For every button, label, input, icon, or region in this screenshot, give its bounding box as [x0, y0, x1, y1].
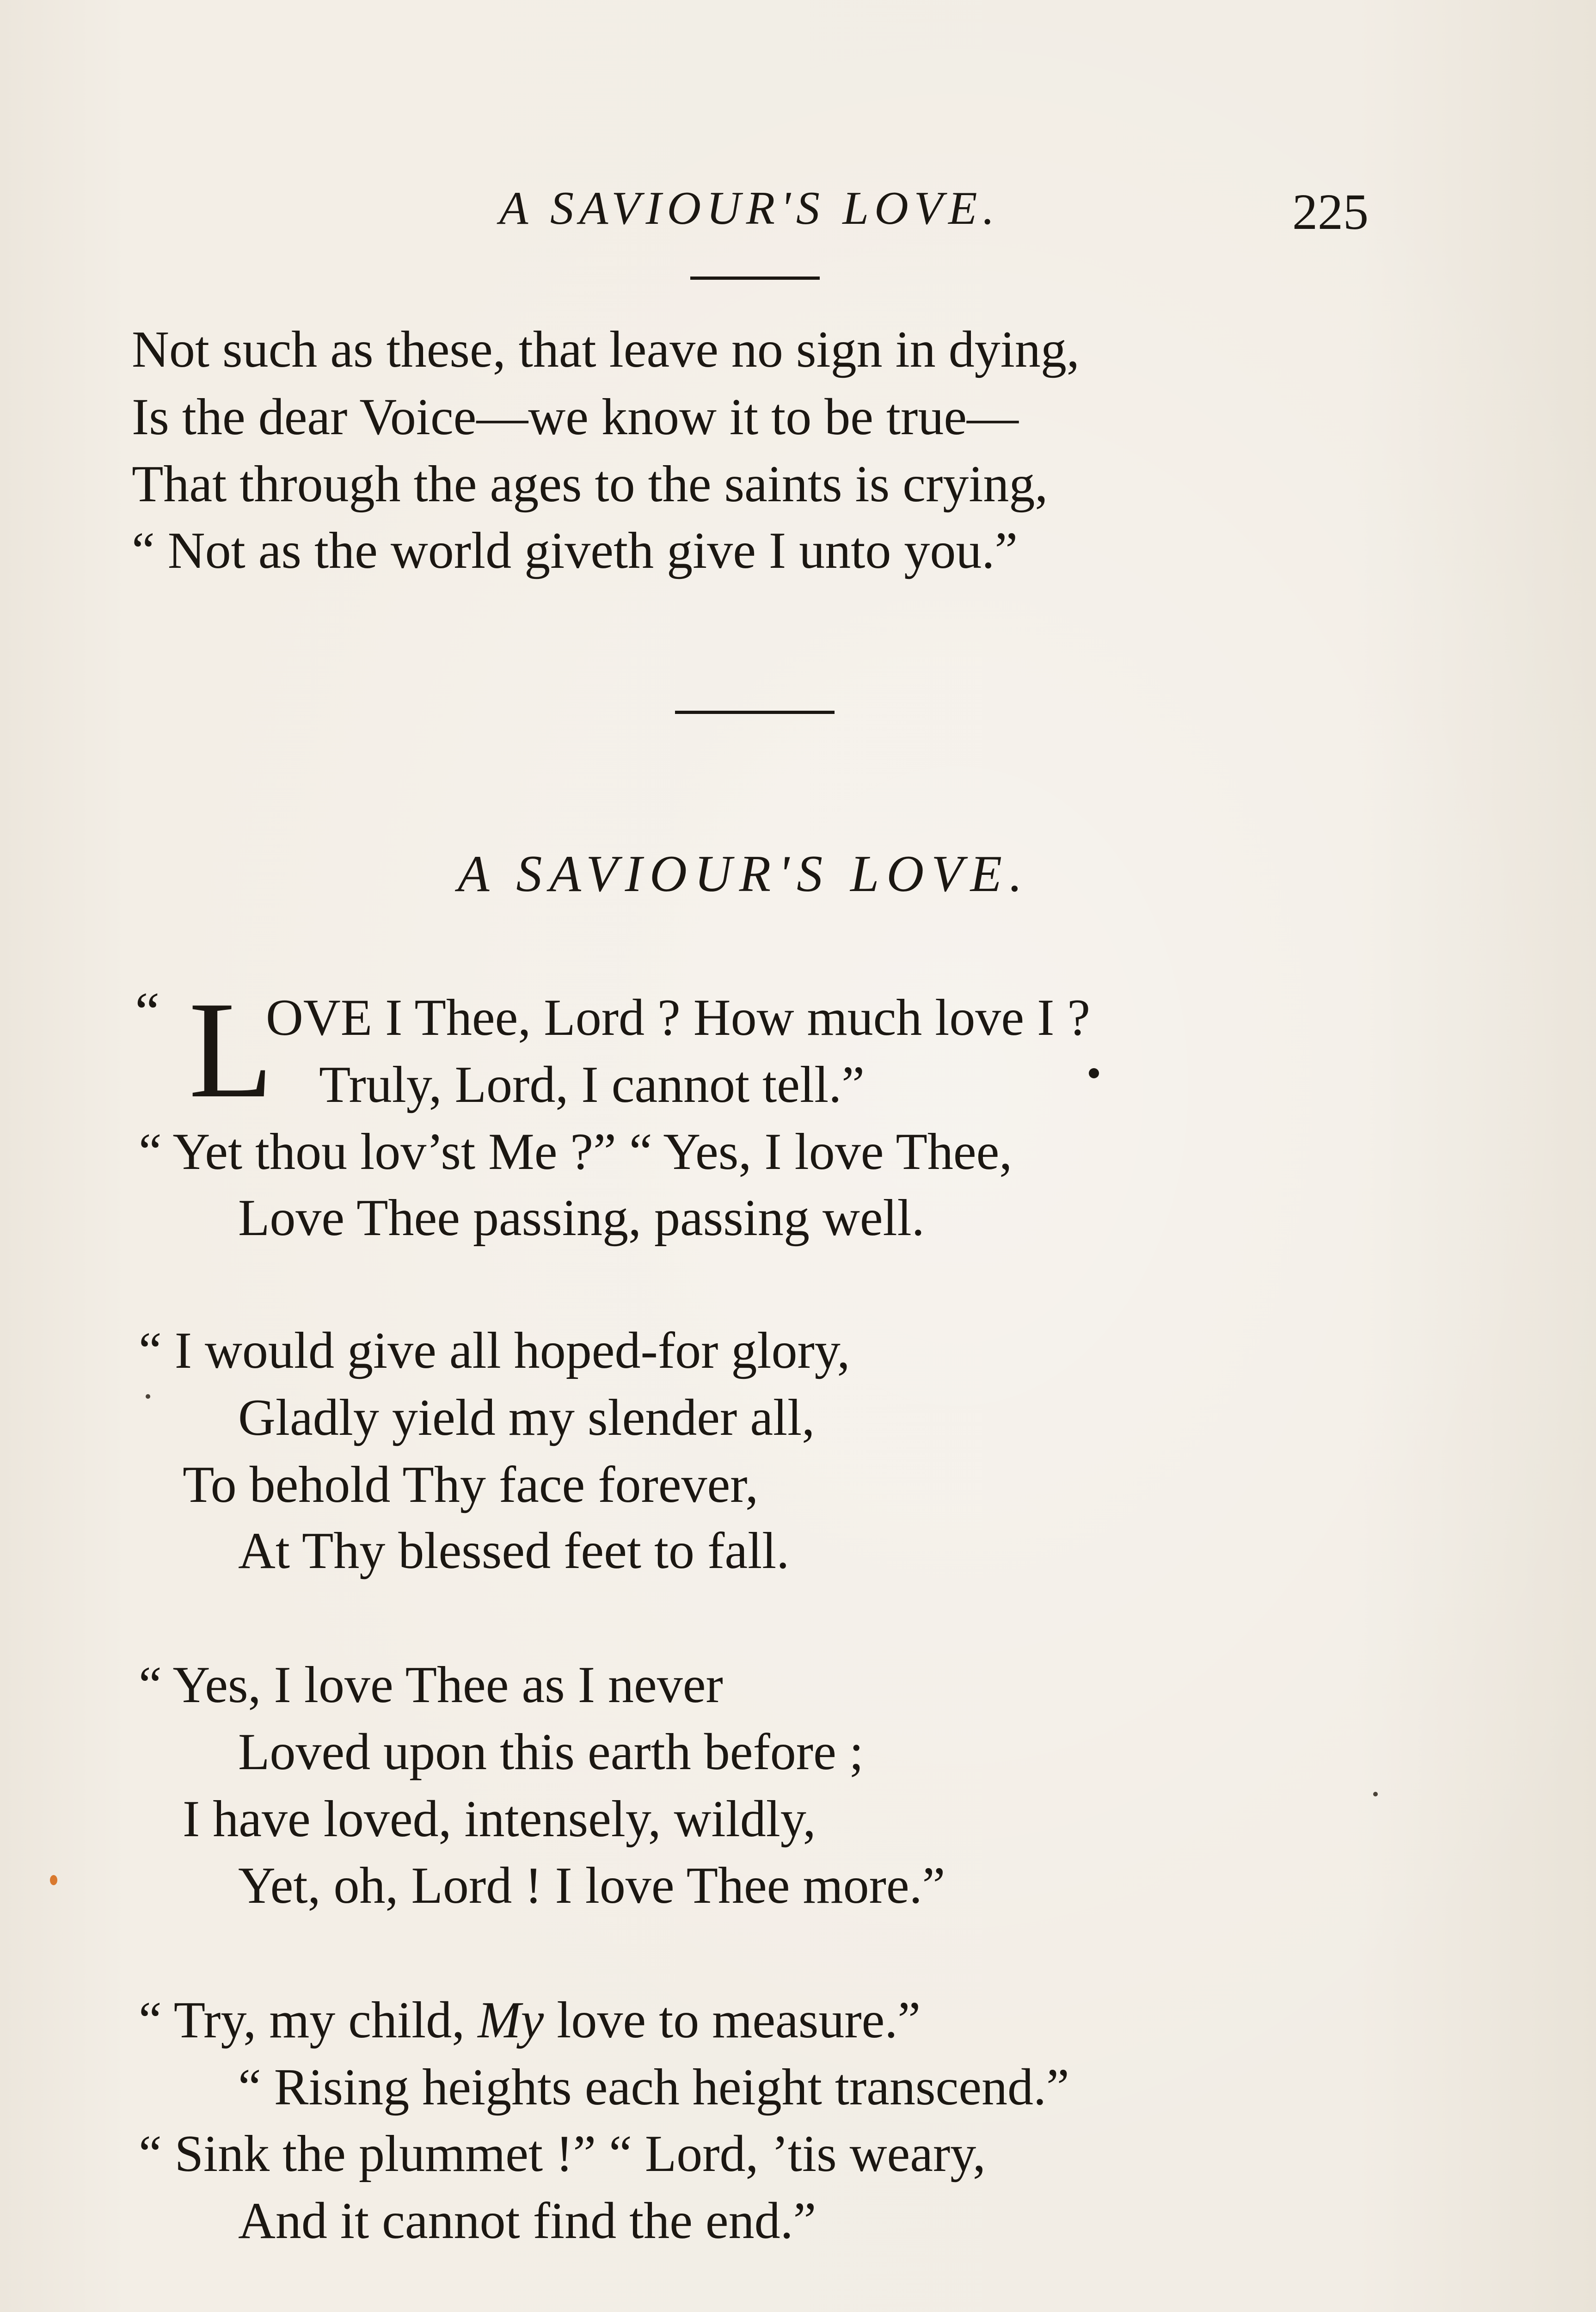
- previous-poem-line: “ Not as the world giveth give I unto you.”: [132, 522, 1018, 579]
- paper-speck: [50, 1875, 57, 1885]
- ink-speck: [1089, 1068, 1099, 1078]
- poem-line: Love Thee passing, passing well.: [238, 1189, 925, 1247]
- poem-line: Gladly yield my slender all,: [238, 1389, 815, 1446]
- poem-line: I have loved, intensely, wildly,: [183, 1790, 816, 1848]
- poem-line: At Thy blessed feet to fall.: [238, 1522, 790, 1580]
- previous-poem-line: Is the dear Voice—we know it to be true—: [132, 388, 1019, 446]
- poem-line: Truly, Lord, I cannot tell.”: [319, 1056, 865, 1113]
- drop-cap: L: [189, 973, 274, 1126]
- paper-speck: [1373, 1792, 1378, 1796]
- poem-line: “ Rising heights each height transcend.”: [238, 2059, 1069, 2116]
- poem-line: “ Sink the plummet !” “ Lord, ’tis weary,: [139, 2125, 986, 2183]
- poem-line: “ Yet thou lov’st Me ?” “ Yes, I love Thee,: [139, 1123, 1013, 1181]
- opening-quote-mark: “: [135, 981, 160, 1042]
- header-rule: [690, 277, 820, 280]
- page-number: 225: [1292, 184, 1369, 240]
- poem-line: And it cannot find the end.”: [238, 2192, 816, 2250]
- poem-line: “ Yes, I love Thee as I never: [139, 1656, 723, 1714]
- poem-line: OVE I Thee, Lord ? How much love I ?: [266, 989, 1091, 1046]
- running-header: A SAVIOUR'S LOVE.: [499, 182, 1000, 234]
- previous-poem-line: Not such as these, that leave no sign in dying,: [132, 321, 1080, 378]
- emphasized-word: My: [478, 1992, 544, 2049]
- poem-line: To behold Thy face forever,: [183, 1456, 759, 1513]
- poem-line: Loved upon this earth before ;: [238, 1723, 864, 1781]
- previous-poem-line: That through the ages to the saints is crying,: [132, 455, 1048, 513]
- poem-line: “ I would give all hoped-for glory,: [139, 1322, 850, 1379]
- poem-line: “ Try, my child, My love to measure.”: [139, 1992, 921, 2049]
- poem-line: Yet, oh, Lord ! I love Thee more.”: [238, 1857, 945, 1914]
- poem-title: A SAVIOUR'S LOVE.: [458, 845, 1030, 903]
- section-divider-rule: [675, 711, 835, 714]
- paper-speck: [146, 1394, 150, 1399]
